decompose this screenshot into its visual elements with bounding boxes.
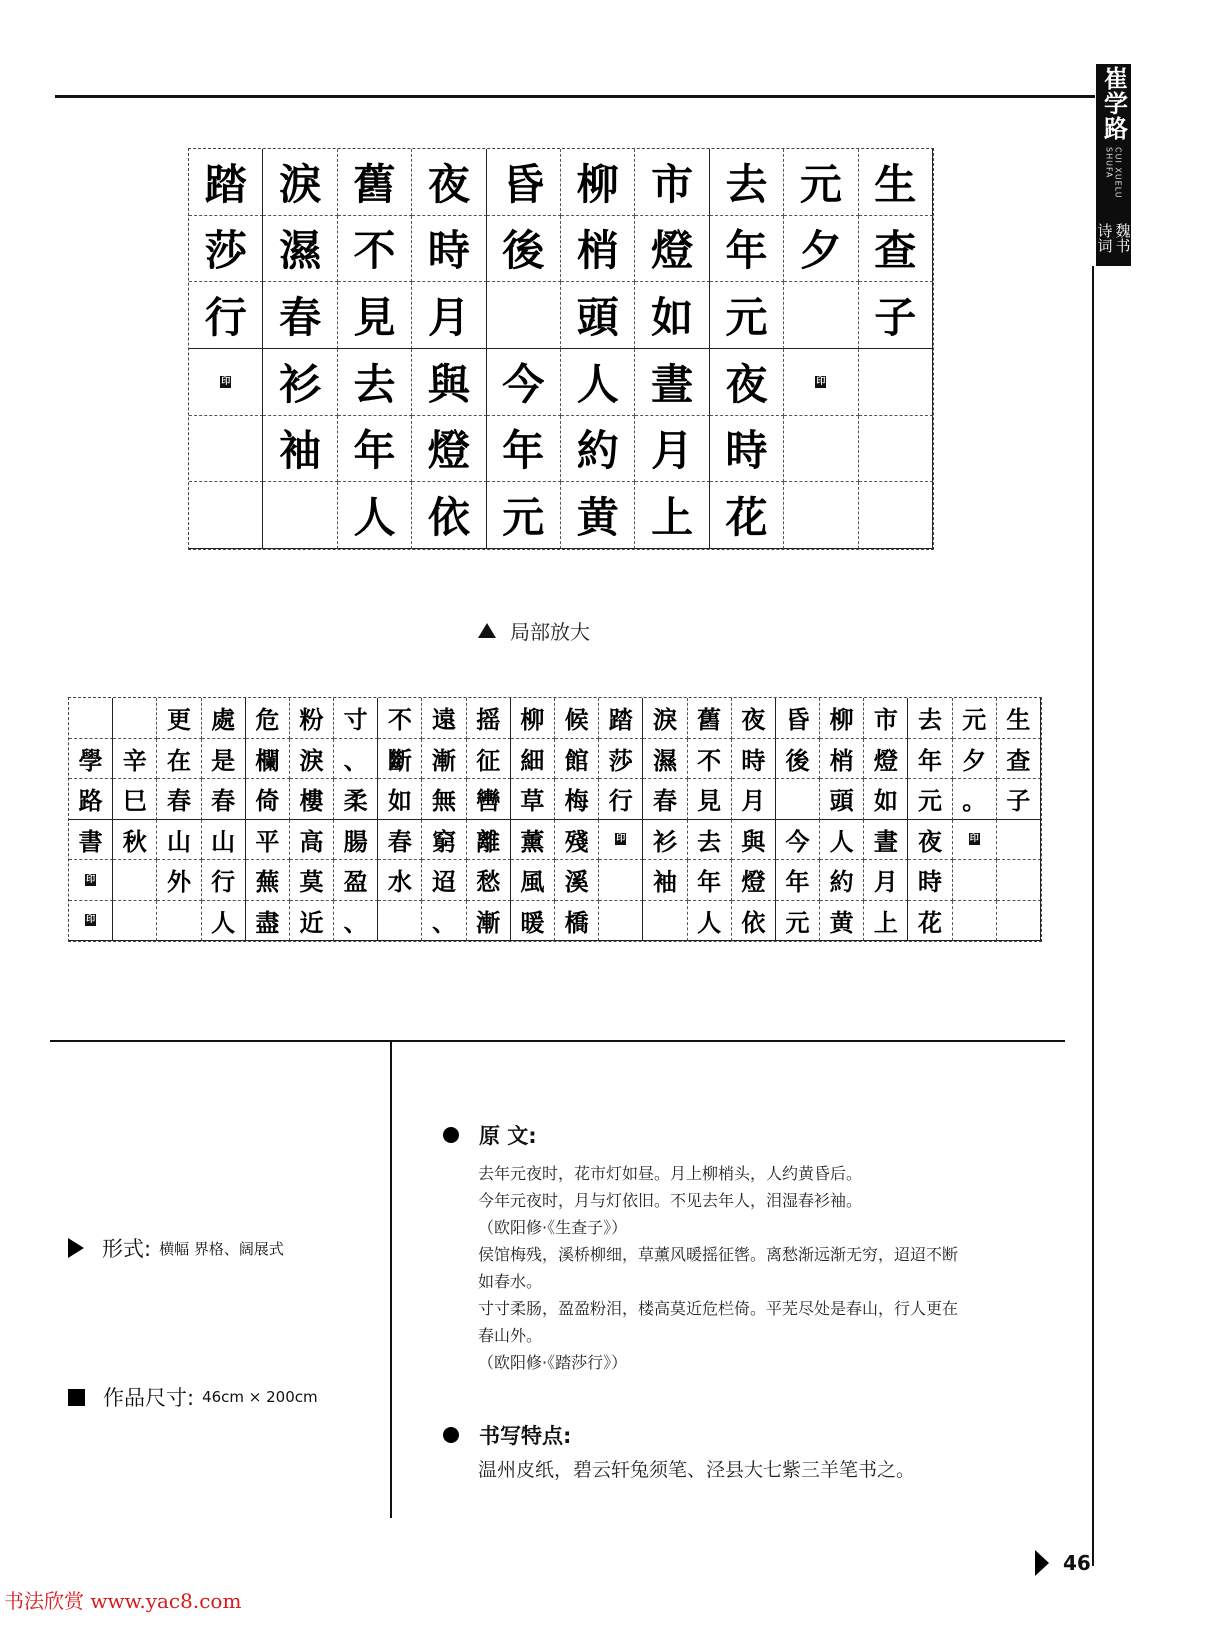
grid-cell: 燈 bbox=[412, 416, 486, 483]
grid-cell bbox=[599, 901, 643, 942]
grid-cell: 山 bbox=[202, 820, 246, 861]
author-subtitle: CUI XUELU SHUFA bbox=[1104, 147, 1123, 199]
page-arrow-icon bbox=[1035, 1550, 1049, 1576]
square-bullet-icon bbox=[68, 1389, 85, 1406]
grid-cell: 盡 bbox=[246, 901, 290, 942]
side-rule bbox=[1092, 266, 1094, 1566]
grid-cell bbox=[599, 820, 643, 861]
grid-cell: 舊 bbox=[338, 149, 412, 216]
grid-cell: 約 bbox=[820, 860, 864, 901]
grid-cell: 晝 bbox=[864, 820, 908, 861]
writing-features-title: 书写特点: bbox=[479, 1424, 572, 1448]
grid-cell: 斷 bbox=[378, 739, 422, 780]
grid-cell: 盈 bbox=[334, 860, 378, 901]
grid-cell: 去 bbox=[338, 349, 412, 416]
grid-cell: 摇 bbox=[467, 698, 511, 739]
grid-cell: 秋 bbox=[113, 820, 157, 861]
grid-cell: 春 bbox=[202, 779, 246, 820]
grid-cell: 去 bbox=[908, 698, 952, 739]
grid-cell: 時 bbox=[908, 860, 952, 901]
grid-cell bbox=[997, 901, 1041, 942]
grid-cell: 生 bbox=[997, 698, 1041, 739]
grid-cell: 淚 bbox=[290, 739, 334, 780]
original-line: 今年元夜时，月与灯依旧。不见去年人，泪湿春衫袖。 bbox=[478, 1191, 863, 1210]
original-text-title: 原 文: bbox=[479, 1124, 537, 1148]
section-divider-vertical bbox=[390, 1040, 392, 1518]
grid-cell: 淚 bbox=[643, 698, 687, 739]
grid-cell bbox=[784, 349, 858, 416]
grid-cell: 柳 bbox=[561, 149, 635, 216]
triangle-up-icon bbox=[478, 623, 496, 638]
caption bbox=[478, 616, 590, 645]
grid-cell: 轡 bbox=[467, 779, 511, 820]
grid-cell: 愁 bbox=[467, 860, 511, 901]
grid-cell: 衫 bbox=[263, 349, 337, 416]
grid-cell: 春 bbox=[157, 779, 201, 820]
grid-cell: 春 bbox=[263, 282, 337, 349]
grid-cell: 夜 bbox=[732, 698, 776, 739]
seal-stamp-icon: 印 bbox=[616, 834, 626, 845]
grid-cell: 學 bbox=[69, 739, 113, 780]
grid-cell: 腸 bbox=[334, 820, 378, 861]
grid-cell: 窮 bbox=[422, 820, 466, 861]
grid-cell: 年 bbox=[776, 860, 820, 901]
grid-cell: 溪 bbox=[555, 860, 599, 901]
grid-cell bbox=[643, 901, 687, 942]
grid-cell: 梢 bbox=[561, 216, 635, 283]
grid-cell bbox=[157, 901, 201, 942]
grid-cell: 行 bbox=[202, 860, 246, 901]
category-weishu: 魏书 bbox=[1113, 223, 1132, 253]
grid-cell: 橋 bbox=[555, 901, 599, 942]
grid-cell: 月 bbox=[864, 860, 908, 901]
grid-cell: 燈 bbox=[732, 860, 776, 901]
grid-cell: 燈 bbox=[635, 216, 709, 283]
grid-cell: 莎 bbox=[599, 739, 643, 780]
grid-cell: 如 bbox=[864, 779, 908, 820]
grid-cell bbox=[997, 820, 1041, 861]
original-line: 去年元夜时，花市灯如昼。月上柳梢头，人约黄昏后。 bbox=[478, 1164, 863, 1183]
grid-cell bbox=[784, 282, 858, 349]
grid-cell: 元 bbox=[953, 698, 997, 739]
grid-cell: 後 bbox=[776, 739, 820, 780]
grid-cell: 查 bbox=[997, 739, 1041, 780]
grid-cell bbox=[69, 901, 113, 942]
grid-cell: 行 bbox=[599, 779, 643, 820]
grid-cell bbox=[113, 901, 157, 942]
side-tab bbox=[1096, 64, 1131, 266]
grid-cell: 頭 bbox=[820, 779, 864, 820]
grid-cell: 春 bbox=[643, 779, 687, 820]
grid-cell: 夜 bbox=[908, 820, 952, 861]
grid-cell: 元 bbox=[776, 901, 820, 942]
page-number-value: 46 bbox=[1063, 1551, 1091, 1575]
top-rule bbox=[55, 95, 1095, 98]
size-value: 46cm × 200cm bbox=[202, 1388, 318, 1406]
grid-cell: 細 bbox=[511, 739, 555, 780]
grid-cell: 昏 bbox=[776, 698, 820, 739]
original-line: 春山外。 bbox=[478, 1326, 543, 1345]
caption-text: 局部放大 bbox=[510, 620, 590, 644]
grid-cell bbox=[69, 860, 113, 901]
grid-cell: 元 bbox=[487, 482, 561, 549]
grid-cell: 不 bbox=[378, 698, 422, 739]
grid-cell: 辛 bbox=[113, 739, 157, 780]
grid-cell: 元 bbox=[908, 779, 952, 820]
grid-cell: 柳 bbox=[820, 698, 864, 739]
grid-cell: 、 bbox=[422, 901, 466, 942]
grid-cell bbox=[69, 698, 113, 739]
grid-cell: 子 bbox=[997, 779, 1041, 820]
grid-cell: 不 bbox=[688, 739, 732, 780]
grid-cell: 在 bbox=[157, 739, 201, 780]
grid-cell: 後 bbox=[487, 216, 561, 283]
grid-cell bbox=[378, 901, 422, 942]
original-line: （欧阳修·《踏莎行》） bbox=[478, 1353, 628, 1372]
grid-cell: 暖 bbox=[511, 901, 555, 942]
original-text-heading bbox=[443, 1120, 537, 1150]
grid-cell: 夜 bbox=[412, 149, 486, 216]
seal-stamp-icon: 印 bbox=[969, 834, 979, 845]
grid-cell: 行 bbox=[189, 282, 263, 349]
grid-cell bbox=[189, 416, 263, 483]
seal-stamp-icon: 印 bbox=[221, 376, 231, 387]
grid-cell: 月 bbox=[412, 282, 486, 349]
original-line: 侯馆梅残，溪桥柳细，草薰风暖摇征辔。离愁渐远渐无穷，迢迢不断 bbox=[478, 1245, 959, 1264]
grid-cell: 上 bbox=[864, 901, 908, 942]
grid-cell: 夕 bbox=[784, 216, 858, 283]
circle-bullet-icon bbox=[443, 1427, 459, 1443]
grid-cell: 危 bbox=[246, 698, 290, 739]
grid-cell: 、 bbox=[334, 739, 378, 780]
grid-cell bbox=[263, 482, 337, 549]
grid-cell: 今 bbox=[487, 349, 561, 416]
size-info bbox=[68, 1382, 318, 1412]
grid-cell: 舊 bbox=[688, 698, 732, 739]
form-info bbox=[68, 1233, 284, 1263]
grid-cell: 是 bbox=[202, 739, 246, 780]
original-line: （欧阳修·《生查子》） bbox=[478, 1218, 628, 1237]
grid-cell: 欄 bbox=[246, 739, 290, 780]
grid-cell: 柳 bbox=[511, 698, 555, 739]
grid-cell: 殘 bbox=[555, 820, 599, 861]
grid-cell bbox=[859, 482, 933, 549]
writing-features-text: 温州皮纸，碧云轩兔须笔、泾县大七紫三羊笔书之。 bbox=[478, 1459, 916, 1481]
grid-cell: 梅 bbox=[555, 779, 599, 820]
grid-cell bbox=[599, 860, 643, 901]
form-value: 横幅 界格、阔展式 bbox=[159, 1239, 284, 1258]
grid-cell: 漸 bbox=[467, 901, 511, 942]
grid-cell bbox=[113, 698, 157, 739]
grid-cell: 夜 bbox=[710, 349, 784, 416]
grid-cell: 、 bbox=[334, 901, 378, 942]
grid-cell: 人 bbox=[820, 820, 864, 861]
grid-cell: 頭 bbox=[561, 282, 635, 349]
grid-cell: 更 bbox=[157, 698, 201, 739]
grid-cell: 人 bbox=[688, 901, 732, 942]
grid-cell: 袖 bbox=[643, 860, 687, 901]
grid-cell: 寸 bbox=[334, 698, 378, 739]
grid-cell: 征 bbox=[467, 739, 511, 780]
grid-cell: 衫 bbox=[643, 820, 687, 861]
grid-cell bbox=[953, 860, 997, 901]
grid-cell: 花 bbox=[710, 482, 784, 549]
grid-cell: 子 bbox=[859, 282, 933, 349]
original-line: 如春水。 bbox=[478, 1272, 543, 1291]
grid-cell: 薰 bbox=[511, 820, 555, 861]
grid-cell: 迢 bbox=[422, 860, 466, 901]
calligraphy-enlarged-grid bbox=[188, 148, 934, 550]
grid-cell bbox=[189, 349, 263, 416]
grid-cell bbox=[953, 820, 997, 861]
grid-cell: 倚 bbox=[246, 779, 290, 820]
grid-cell: 人 bbox=[338, 482, 412, 549]
grid-cell: 月 bbox=[732, 779, 776, 820]
grid-cell: 市 bbox=[635, 149, 709, 216]
grid-cell: 如 bbox=[378, 779, 422, 820]
grid-cell: 去 bbox=[710, 149, 784, 216]
grid-cell: 樓 bbox=[290, 779, 334, 820]
play-triangle-icon bbox=[68, 1238, 84, 1258]
grid-cell: 見 bbox=[688, 779, 732, 820]
grid-cell: 今 bbox=[776, 820, 820, 861]
grid-cell: 時 bbox=[710, 416, 784, 483]
grid-cell: 黄 bbox=[820, 901, 864, 942]
grid-cell: 人 bbox=[202, 901, 246, 942]
grid-cell: 蕪 bbox=[246, 860, 290, 901]
grid-cell bbox=[859, 416, 933, 483]
seal-stamp-icon: 印 bbox=[816, 376, 826, 387]
grid-cell: 如 bbox=[635, 282, 709, 349]
grid-cell: 館 bbox=[555, 739, 599, 780]
grid-cell: 與 bbox=[732, 820, 776, 861]
grid-cell: 梢 bbox=[820, 739, 864, 780]
grid-cell: 燈 bbox=[864, 739, 908, 780]
grid-cell: 依 bbox=[732, 901, 776, 942]
grid-cell: 晝 bbox=[635, 349, 709, 416]
size-label: 作品尺寸: bbox=[103, 1386, 195, 1410]
grid-cell: 見 bbox=[338, 282, 412, 349]
grid-cell: 年 bbox=[688, 860, 732, 901]
grid-cell: 踏 bbox=[189, 149, 263, 216]
grid-cell bbox=[487, 282, 561, 349]
grid-cell: 年 bbox=[487, 416, 561, 483]
grid-cell: 近 bbox=[290, 901, 334, 942]
grid-cell: 查 bbox=[859, 216, 933, 283]
grid-cell: 踏 bbox=[599, 698, 643, 739]
grid-cell: 不 bbox=[338, 216, 412, 283]
author-name: 崔学路 bbox=[1099, 66, 1128, 141]
original-line: 寸寸柔肠，盈盈粉泪，楼高莫近危栏倚。平芜尽处是春山，行人更在 bbox=[478, 1299, 959, 1318]
grid-cell: 漸 bbox=[422, 739, 466, 780]
grid-cell bbox=[997, 860, 1041, 901]
calligraphy-full-grid bbox=[68, 697, 1042, 942]
grid-cell bbox=[784, 416, 858, 483]
grid-cell: 淚 bbox=[263, 149, 337, 216]
grid-cell: 柔 bbox=[334, 779, 378, 820]
original-text-body bbox=[478, 1160, 1038, 1376]
grid-cell: 時 bbox=[732, 739, 776, 780]
grid-cell: 時 bbox=[412, 216, 486, 283]
grid-cell: 夕 bbox=[953, 739, 997, 780]
watermark: 书法欣赏 www.yac8.com bbox=[4, 1589, 242, 1613]
writing-features-heading bbox=[443, 1420, 571, 1450]
grid-cell: 處 bbox=[202, 698, 246, 739]
grid-cell bbox=[776, 779, 820, 820]
grid-cell: 元 bbox=[784, 149, 858, 216]
grid-cell: 水 bbox=[378, 860, 422, 901]
grid-cell bbox=[189, 482, 263, 549]
grid-cell: 巳 bbox=[113, 779, 157, 820]
grid-cell: 莫 bbox=[290, 860, 334, 901]
grid-cell: 書 bbox=[69, 820, 113, 861]
grid-cell: 莎 bbox=[189, 216, 263, 283]
grid-cell: 草 bbox=[511, 779, 555, 820]
seal-stamp-icon: 印 bbox=[86, 874, 96, 885]
grid-cell: 離 bbox=[467, 820, 511, 861]
category-shici: 诗词 bbox=[1095, 223, 1114, 253]
page-number bbox=[1035, 1550, 1091, 1576]
grid-cell: 元 bbox=[710, 282, 784, 349]
grid-cell: 遠 bbox=[422, 698, 466, 739]
grid-cell: 約 bbox=[561, 416, 635, 483]
grid-cell: 路 bbox=[69, 779, 113, 820]
grid-cell: 黄 bbox=[561, 482, 635, 549]
category-labels bbox=[1097, 223, 1131, 253]
grid-cell: 生 bbox=[859, 149, 933, 216]
grid-cell: 年 bbox=[338, 416, 412, 483]
grid-cell: 平 bbox=[246, 820, 290, 861]
grid-cell: 山 bbox=[157, 820, 201, 861]
grid-cell: 人 bbox=[561, 349, 635, 416]
grid-cell: 上 bbox=[635, 482, 709, 549]
grid-cell: 年 bbox=[908, 739, 952, 780]
grid-cell: 候 bbox=[555, 698, 599, 739]
grid-cell: 。 bbox=[953, 779, 997, 820]
grid-cell: 袖 bbox=[263, 416, 337, 483]
grid-cell bbox=[953, 901, 997, 942]
seal-stamp-icon: 印 bbox=[86, 915, 96, 926]
grid-cell: 春 bbox=[378, 820, 422, 861]
grid-cell: 市 bbox=[864, 698, 908, 739]
grid-cell: 粉 bbox=[290, 698, 334, 739]
circle-bullet-icon bbox=[443, 1127, 459, 1143]
grid-cell: 與 bbox=[412, 349, 486, 416]
grid-cell bbox=[859, 349, 933, 416]
grid-cell bbox=[784, 482, 858, 549]
grid-cell: 風 bbox=[511, 860, 555, 901]
form-label: 形式: bbox=[102, 1237, 152, 1261]
grid-cell: 濕 bbox=[263, 216, 337, 283]
grid-cell: 無 bbox=[422, 779, 466, 820]
section-divider-horizontal bbox=[50, 1040, 1065, 1042]
grid-cell: 月 bbox=[635, 416, 709, 483]
grid-cell: 濕 bbox=[643, 739, 687, 780]
grid-cell: 花 bbox=[908, 901, 952, 942]
grid-cell bbox=[113, 860, 157, 901]
grid-cell: 外 bbox=[157, 860, 201, 901]
grid-cell: 年 bbox=[710, 216, 784, 283]
grid-cell: 高 bbox=[290, 820, 334, 861]
grid-cell: 依 bbox=[412, 482, 486, 549]
grid-cell: 去 bbox=[688, 820, 732, 861]
grid-cell: 昏 bbox=[487, 149, 561, 216]
